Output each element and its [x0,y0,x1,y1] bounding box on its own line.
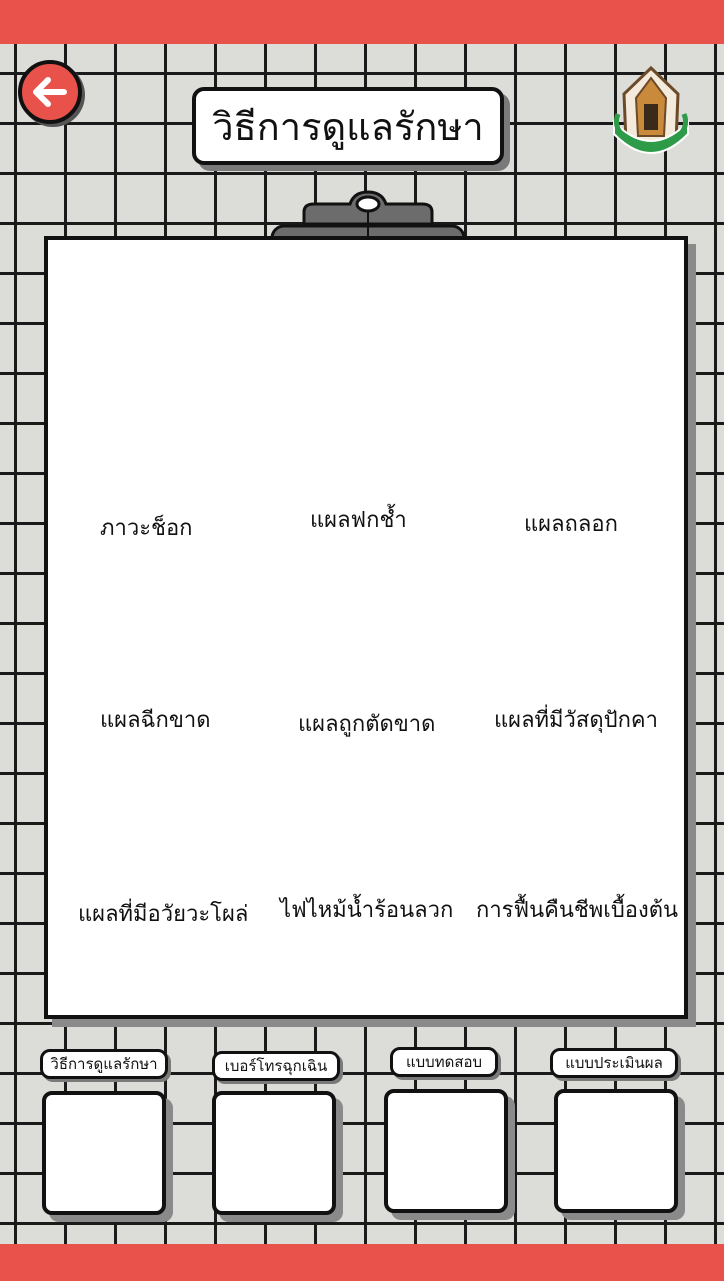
topic-cpr[interactable]: การฟื้นคืนชีพเบื้องต้น [476,898,679,923]
topic-amputation[interactable]: แผลถูกตัดขาด [298,712,436,737]
nav-label-evaluation: แบบประเมินผล [550,1048,678,1078]
bottom-bar [0,1244,724,1281]
back-button[interactable] [18,60,82,124]
topic-shock[interactable]: ภาวะช็อก [100,516,193,541]
page-title: วิธีการดูแลรักษา [212,104,484,149]
top-bar [0,0,724,44]
topic-burns[interactable]: ไฟไหม้น้ำร้อนลวก [280,898,454,923]
arrow-left-icon [30,75,70,109]
nav-tile-quiz[interactable] [384,1089,508,1213]
faculty-logo-icon [608,64,694,164]
nav-label-quiz: แบบทดสอบ [390,1047,498,1077]
nav-tile-care[interactable] [42,1091,166,1215]
page-title-box [192,87,504,165]
topic-protruding-organ[interactable]: แผลที่มีอวัยวะโผล่ [78,902,249,927]
topic-bruise[interactable]: แผลฟกช้ำ [310,508,407,533]
topic-laceration[interactable]: แผลฉีกขาด [100,708,211,733]
clipboard-board [44,236,688,1019]
topic-abrasion[interactable]: แผลถลอก [524,512,618,537]
nav-tile-evaluation[interactable] [554,1089,678,1213]
topic-impaled-object[interactable]: แผลที่มีวัสดุปักคา [494,708,658,733]
nav-label-emergency: เบอร์โทรฉุกเฉิน [212,1051,340,1081]
nav-tile-emergency[interactable] [212,1091,336,1215]
nav-label-care: วิธีการดูแลรักษา [40,1049,168,1079]
